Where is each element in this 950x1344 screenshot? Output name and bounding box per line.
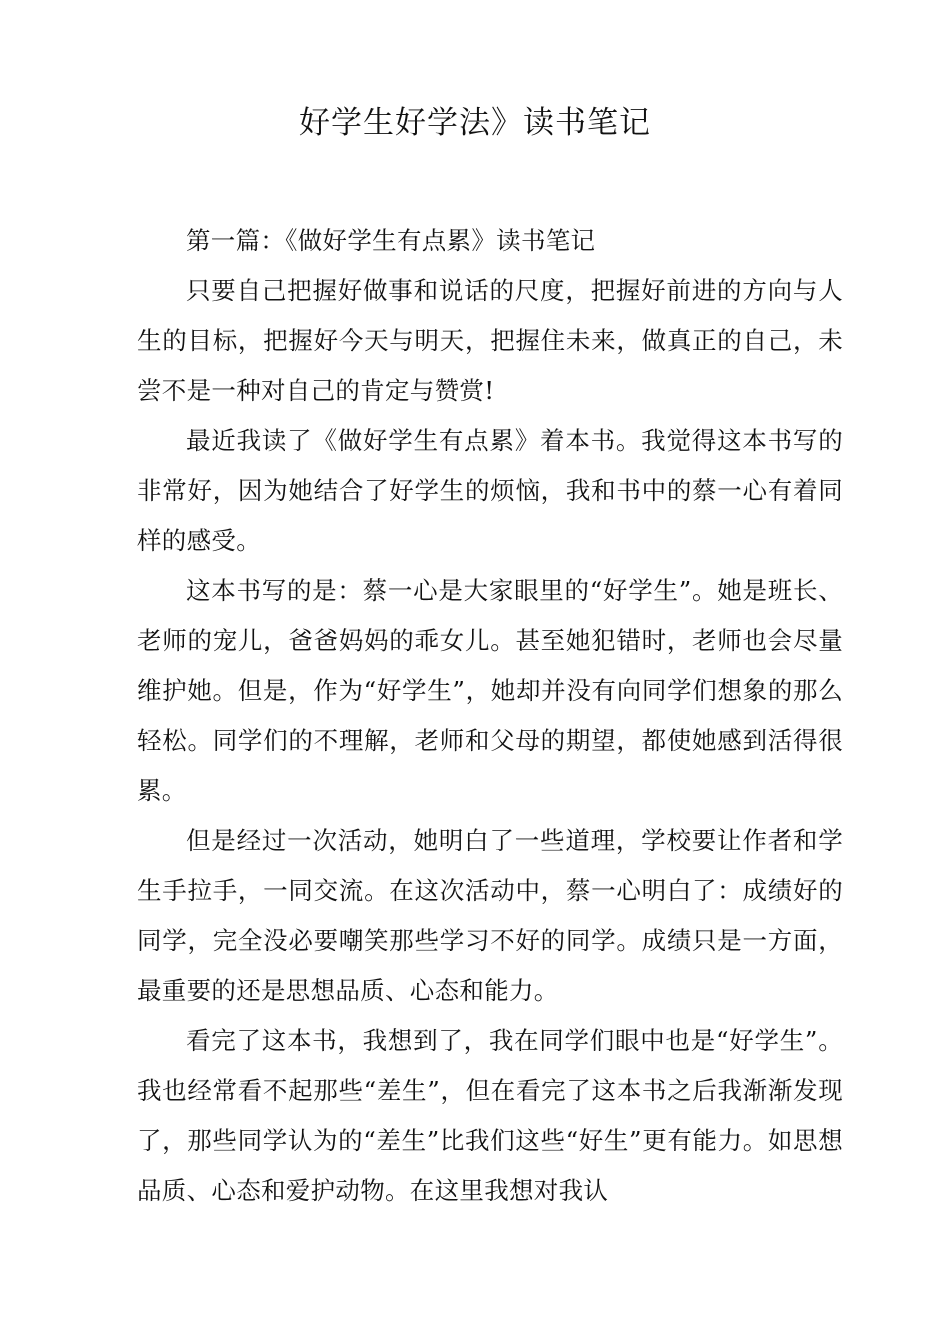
paragraph: 只要自己把握好做事和说话的尺度，把握好前进的方向与人生的目标，把握好今天与明天，把握住未来，做真正的自己，未尝不是一种对自己的肯定与赞赏! [137,276,843,405]
paragraph: 看完了这本书，我想到了，我在同学们眼中也是“好学生”。我也经常看不起那些“差生”，但在看完了这本书之后我渐渐发现了，那些同学认为的“差生”比我们这些“好生”更有能力。如思想品质、心态和爱护动物。在这里我想对我认 [137,1026,843,1205]
document-title: 好学生好学法》读书笔记 [299,105,651,141]
paragraph: 但是经过一次活动，她明白了一些道理，学校要让作者和学生手拉手，一同交流。在这次活动中，蔡一心明白了：成绩好的同学，完全没必要嘲笑那些学习不好的同学。成绩只是一方面，最重要的还是思想品质、心态和能力。 [137,826,843,1005]
paragraph: 这本书写的是：蔡一心是大家眼里的“好学生”。她是班长、老师的宠儿，爸爸妈妈的乖女儿。甚至她犯错时，老师也会尽量维护她。但是，作为“好学生”，她却并没有向同学们想象的那么轻松。同学们的不理解，老师和父母的期望，都使她感到活得很累。 [137,576,843,805]
paragraph: 最近我读了《做好学生有点累》着本书。我觉得这本书写的非常好，因为她结合了好学生的烦恼，我和书中的蔡一心有着同样的感受。 [137,426,843,555]
document-body [137,216,843,1216]
section-heading: 第一篇：《做好学生有点累》读书笔记 [186,226,596,255]
